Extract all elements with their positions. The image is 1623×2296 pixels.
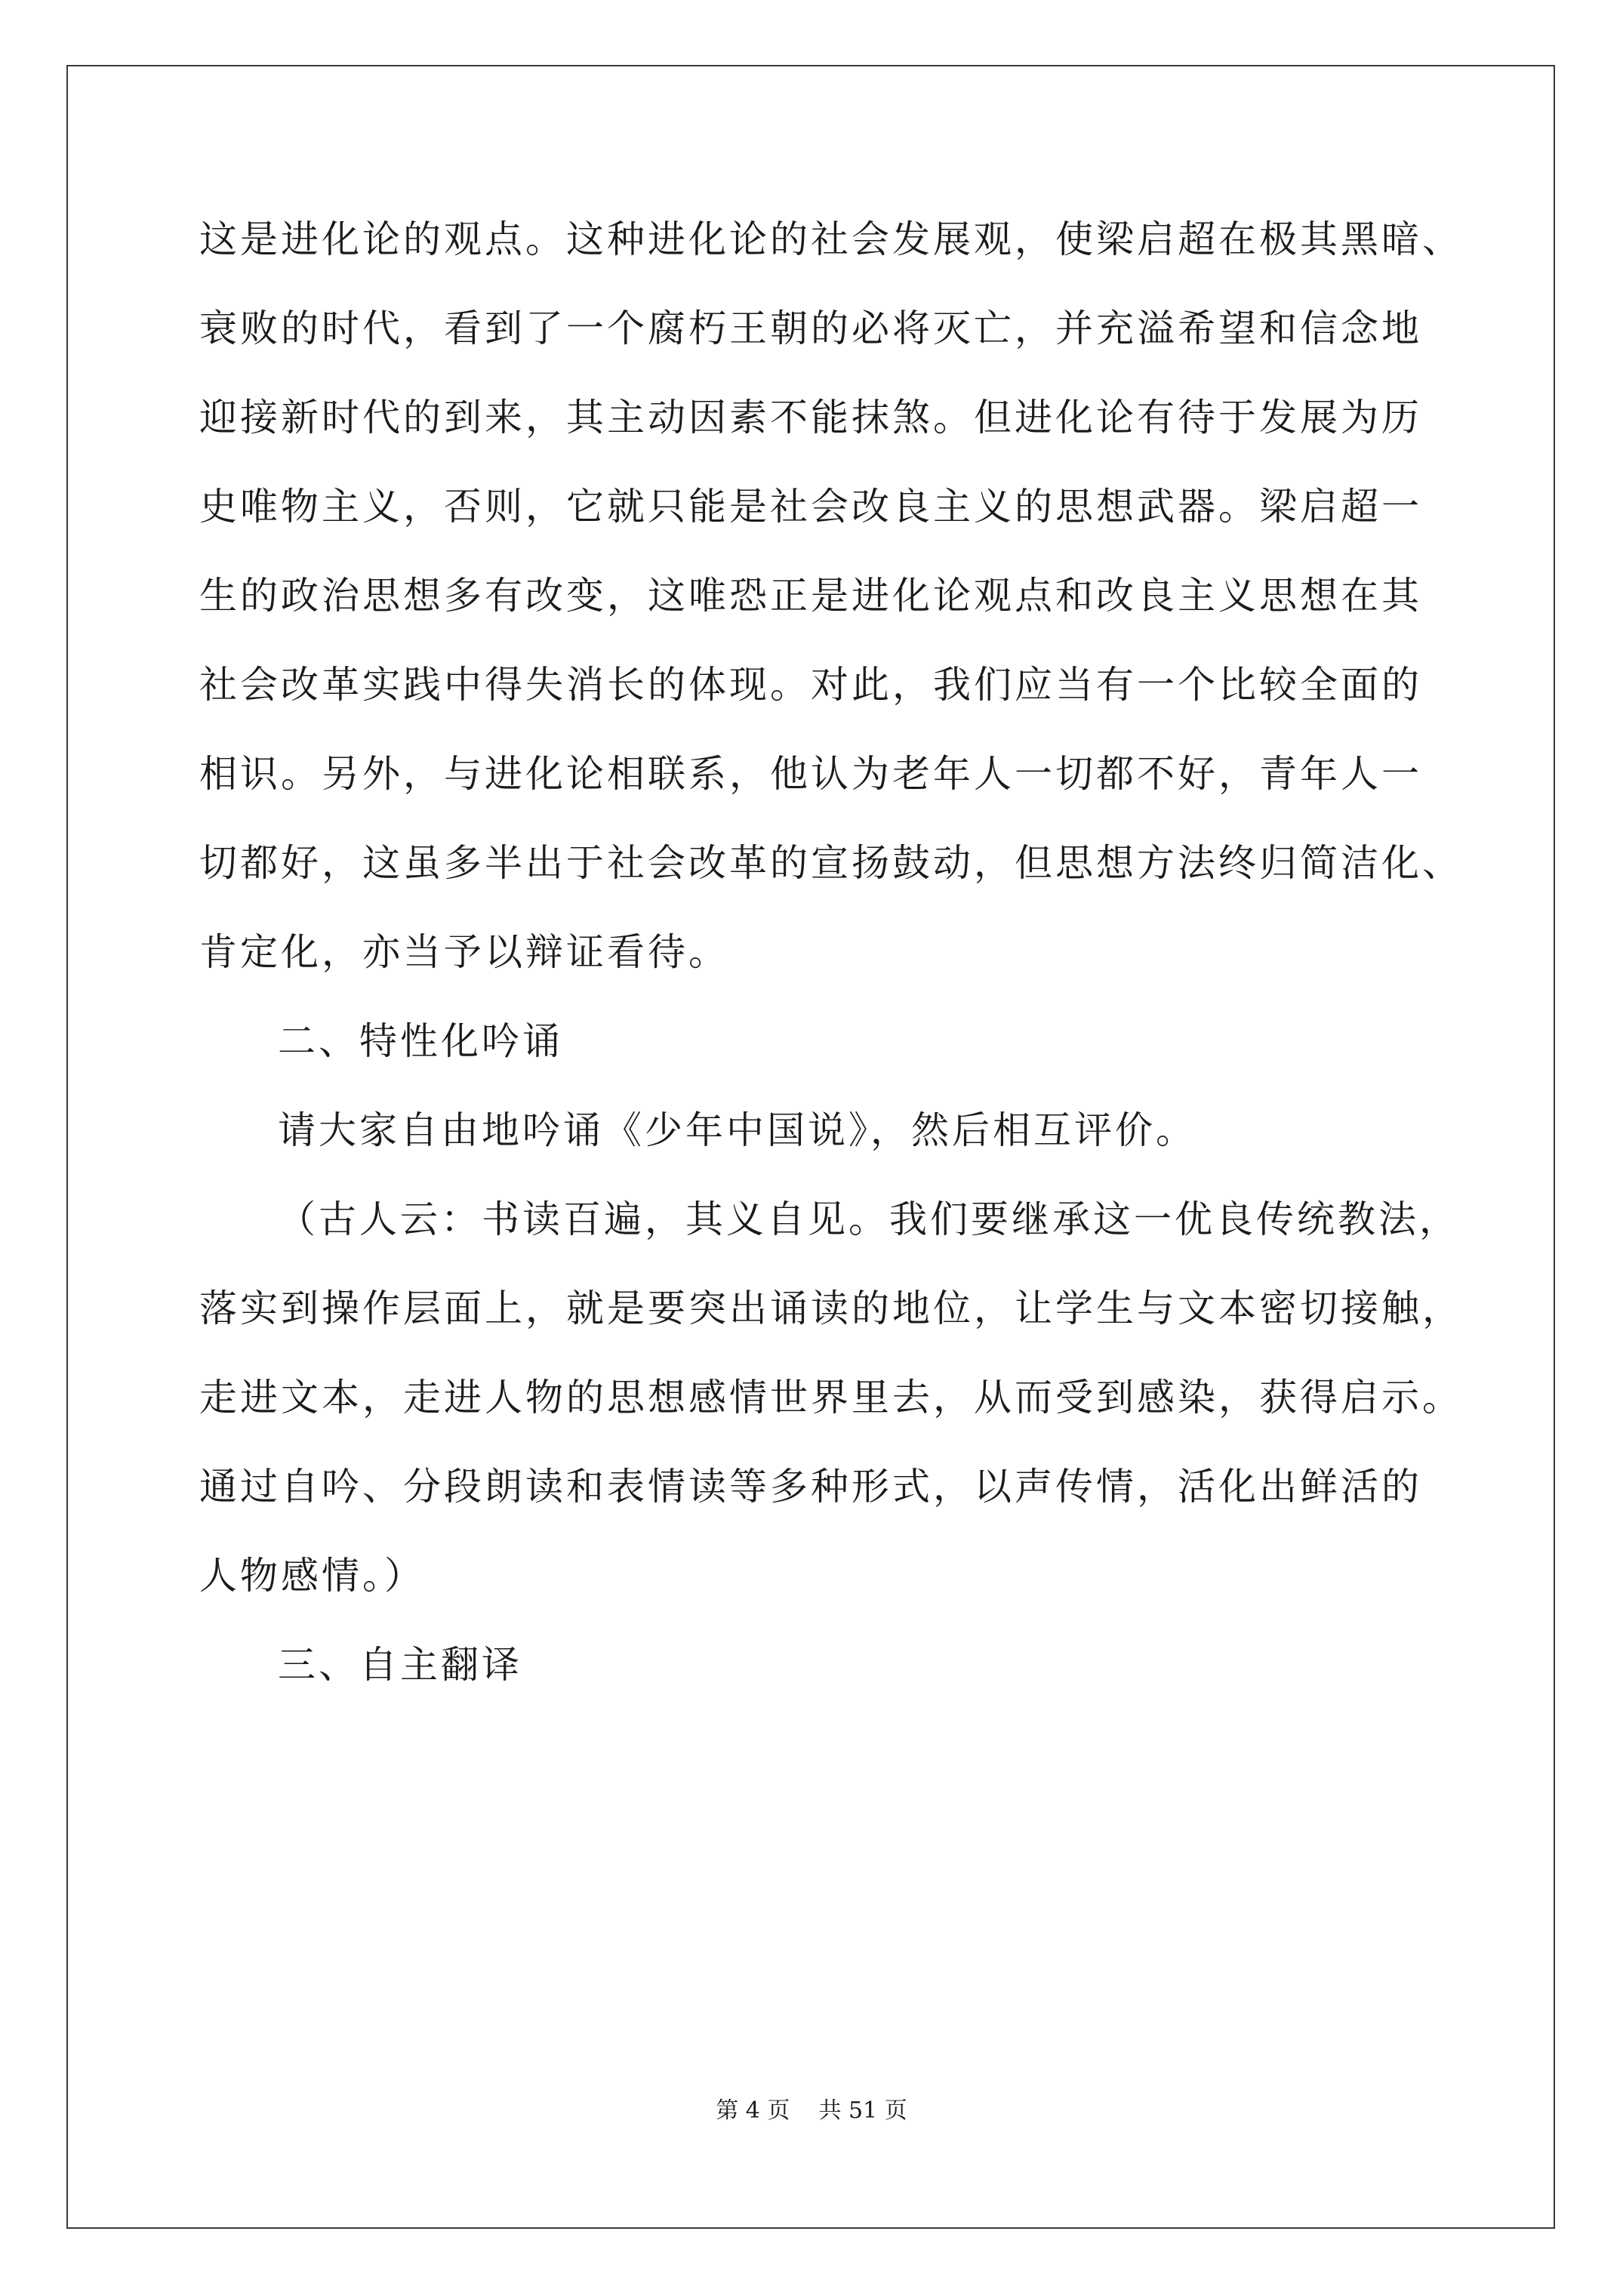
text-line: 通过自吟、分段朗读和表情读等多种形式，以声传情，活化出鲜活的: [199, 1465, 1422, 1509]
section-heading: 三、自主翻译: [278, 1643, 522, 1687]
text-line: 落实到操作层面上，就是要突出诵读的地位，让学生与文本密切接触，: [199, 1287, 1463, 1330]
text-line: 切都好，这虽多半出于社会改革的宣扬鼓动，但思想方法终归简洁化、: [199, 841, 1463, 885]
page-number-footer: 第 4 页 共 51 页: [716, 2097, 907, 2124]
text-line: 社会改革实践中得失消长的体现。对此，我们应当有一个比较全面的: [199, 663, 1422, 707]
text-line: 衰败的时代，看到了一个腐朽王朝的必将灭亡，并充溢希望和信念地: [199, 307, 1422, 350]
text-line: （古人云：书读百遍，其义自见。我们要继承这一优良传统教法，: [278, 1197, 1460, 1241]
text-line: 走进文本，走进人物的思想感情世界里去，从而受到感染，获得启示。: [199, 1376, 1463, 1419]
text-line: 迎接新时代的到来，其主动因素不能抹煞。但进化论有待于发展为历: [199, 396, 1422, 439]
text-line: 生的政治思想多有改变，这唯恐正是进化论观点和改良主义思想在其: [199, 574, 1422, 618]
text-line: 肯定化，亦当予以辩证看待。: [199, 930, 729, 974]
text-line: 请大家自由地吟诵《少年中国说》，然后相互评价。: [278, 1108, 1196, 1152]
text-line: 这是进化论的观点。这种进化论的社会发展观，使梁启超在极其黑暗、: [199, 217, 1463, 261]
text-line: 史唯物主义，否则，它就只能是社会改良主义的思想武器。梁启超一: [199, 485, 1422, 529]
document-body: [199, 195, 1463, 1709]
text-line: 相识。另外，与进化论相联系，他认为老年人一切都不好，青年人一: [199, 752, 1422, 796]
text-line: 人物感情。）: [199, 1554, 425, 1598]
section-heading: 二、特性化吟诵: [278, 1019, 563, 1063]
